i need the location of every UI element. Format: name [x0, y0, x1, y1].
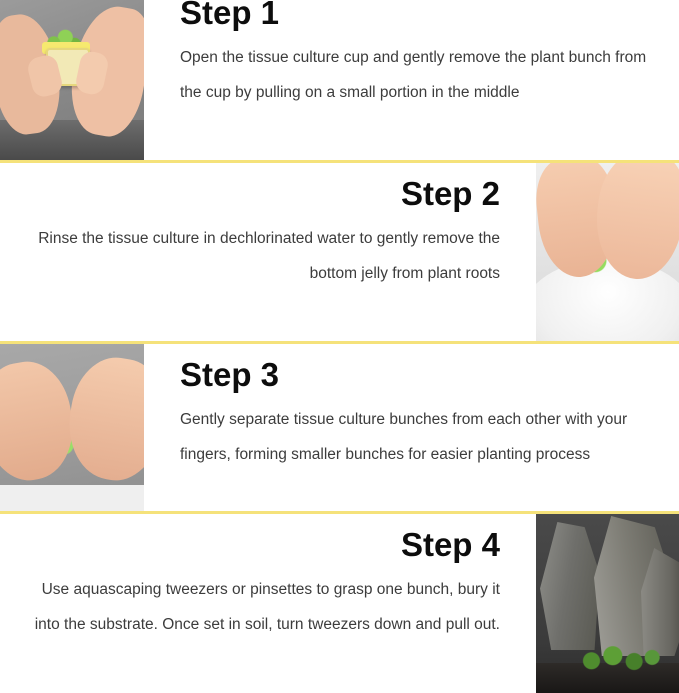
- step-4-title: Step 4: [400, 526, 500, 563]
- step-block-1: [0, 0, 679, 160]
- step-2-description: Rinse the tissue culture in dechlorinated water to gently remove the bottom jelly from plant roots: [38, 230, 500, 282]
- step-2-text: [0, 163, 536, 341]
- step-1-photo-illustration: [0, 0, 144, 160]
- step-4-photo-illustration: [536, 514, 679, 693]
- step-4-text: [0, 514, 536, 693]
- step-1-description: Open the tissue culture cup and gently remove the plant bunch from the cup by pulling on a small portion in the middle: [180, 49, 647, 101]
- step-4-description: Use aquascaping tweezers or pinsettes to grasp one bunch, bury it into the substrate. Once set in soil, turn tweezers down and pull out.: [34, 581, 500, 633]
- step-3-photo: [0, 344, 144, 511]
- step-1-photo: [0, 0, 144, 160]
- step-2-photo: [536, 163, 679, 341]
- step-block-2: [0, 163, 679, 341]
- step-1-title: Step 1: [180, 0, 280, 31]
- step-2-title: Step 2: [400, 175, 500, 212]
- step-3-photo-illustration: [0, 344, 144, 511]
- step-3-text: [144, 344, 679, 511]
- step-block-4: [0, 514, 679, 693]
- step-block-3: [0, 344, 679, 511]
- step-2-photo-illustration: [536, 163, 679, 341]
- step-3-description: Gently separate tissue culture bunches from each other with your fingers, forming smaller bunches for easier planting process: [180, 411, 628, 463]
- step-4-photo: [536, 514, 679, 693]
- step-3-title: Step 3: [180, 356, 280, 393]
- step-1-text: [144, 0, 679, 160]
